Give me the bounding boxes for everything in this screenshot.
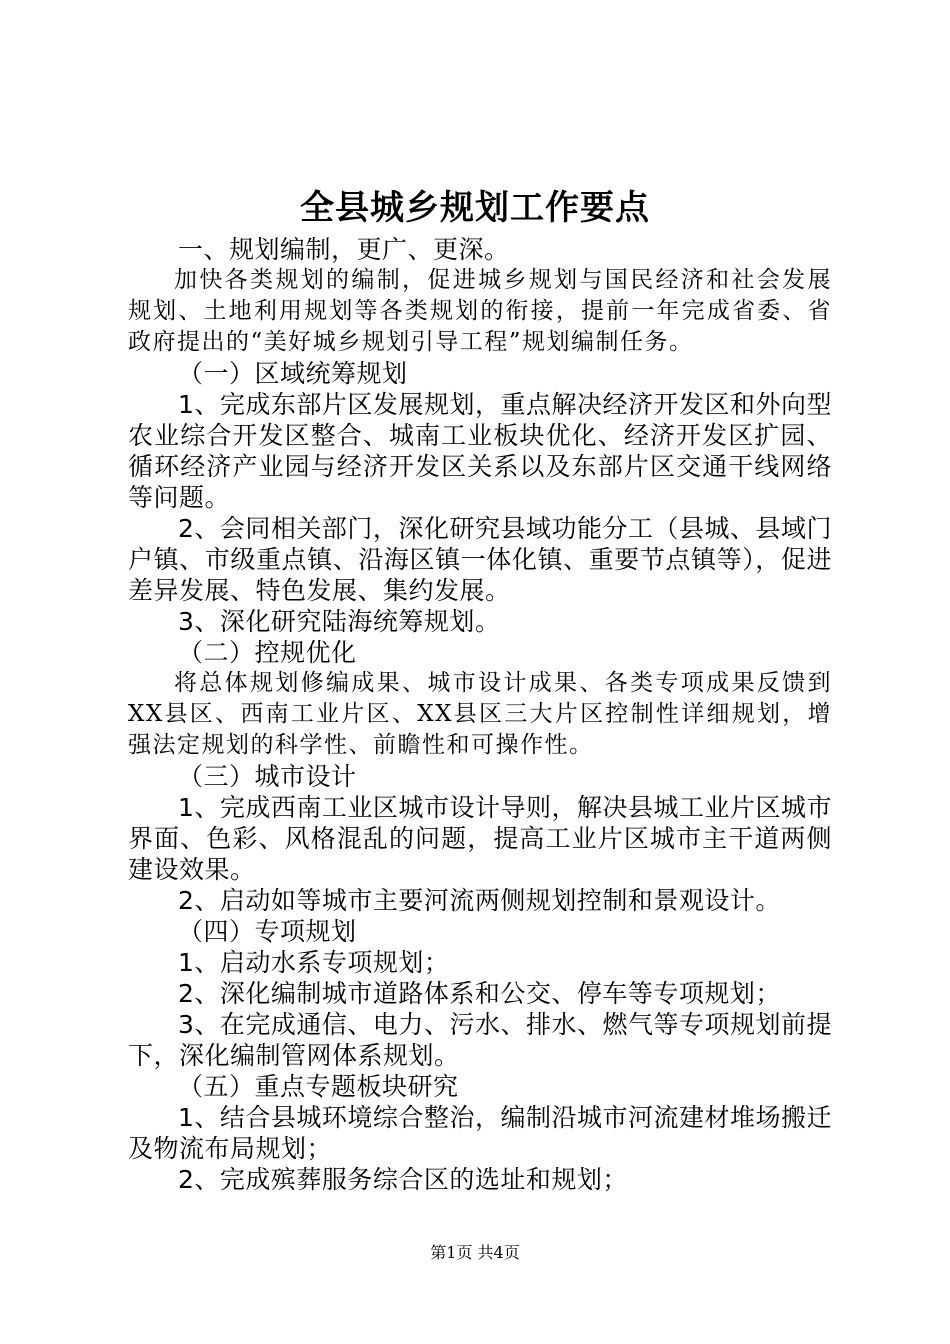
- paragraph: 1、结合县城环境综合整治，编制沿城市河流建材堆场搬迁及物流布局规划；: [128, 1103, 832, 1163]
- paragraph: （二）控规优化: [178, 638, 357, 667]
- paragraph: 3、深化研究陆海统筹规划。: [178, 607, 501, 636]
- page-title: 全县城乡规划工作要点: [300, 188, 650, 228]
- paragraph: 2、深化编制城市道路体系和公交、停车等专项规划；: [178, 979, 781, 1008]
- paragraph: 1、完成东部片区发展规划，重点解决经济开发区和外向型农业综合开发区整合、城南工业板块优化、经济开发区扩园、循环经济产业园与经济开发区关系以及东部片区交通干线网络等问题。: [128, 390, 832, 512]
- paragraph: 3、在完成通信、电力、污水、排水、燃气等专项规划前提下，深化编制管网体系规划。: [128, 1010, 832, 1070]
- page-footer: 第1页 共4页: [430, 1243, 520, 1262]
- paragraph: （一）区域统筹规划: [178, 359, 408, 388]
- paragraph: 2、完成殡葬服务综合区的选址和规划；: [178, 1165, 628, 1194]
- document-body: [128, 234, 832, 1195]
- paragraph: 一、规划编制，更广、更深。: [178, 235, 510, 264]
- paragraph: 2、会同相关部门，深化研究县域功能分工（县城、县域门户镇、市级重点镇、沿海区镇一体化镇、重要节点镇等），促进差异发展、特色发展、集约发展。: [128, 514, 832, 605]
- paragraph: （三）城市设计: [178, 762, 357, 791]
- paragraph: 1、完成西南工业区城市设计导则，解决县城工业片区城市界面、色彩、风格混乱的问题，提高工业片区城市主干道两侧建设效果。: [128, 793, 832, 884]
- paragraph: （五）重点专题板块研究: [178, 1072, 459, 1101]
- paragraph: 2、启动如等城市主要河流两侧规划控制和景观设计。: [178, 886, 781, 915]
- paragraph: 加快各类规划的编制，促进城乡规划与国民经济和社会发展规划、土地利用规划等各类规划的衔接，提前一年完成省委、省政府提出的“美好城乡规划引导工程”规划编制任务。: [128, 267, 832, 355]
- paragraph: 将总体规划修编成果、城市设计成果、各类专项成果反馈到XX县区、西南工业片区、XX县区三大片区控制性详细规划，增强法定规划的科学性、前瞻性和可操作性。: [128, 670, 832, 758]
- paragraph: 1、启动水系专项规划；: [178, 948, 450, 977]
- paragraph: （四）专项规划: [178, 917, 357, 946]
